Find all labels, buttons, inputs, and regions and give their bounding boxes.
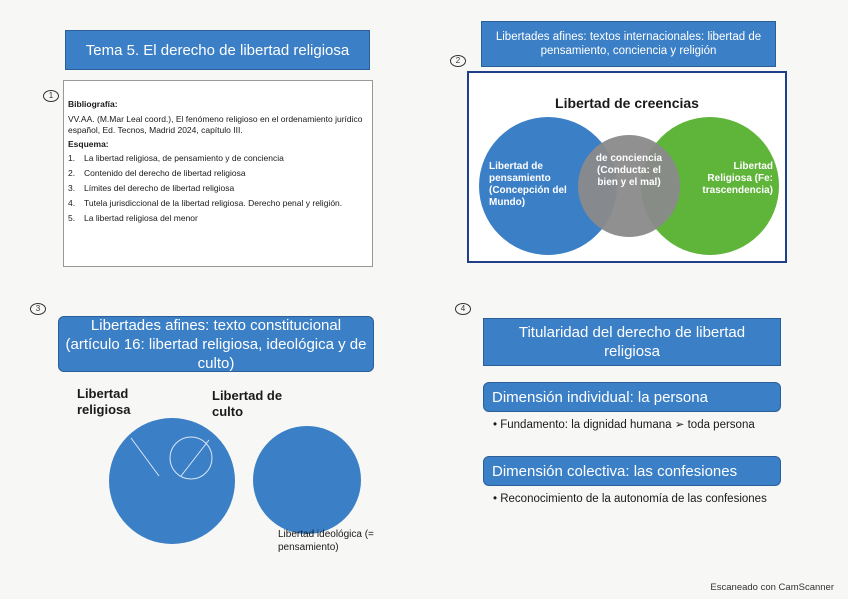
esquema-item: 2. Contenido del derecho de libertad religiosa <box>68 168 246 178</box>
individual-heading: Dimensión individual: la persona <box>483 382 781 412</box>
venn-frame <box>467 71 787 263</box>
esquema-label: Esquema: <box>68 139 109 149</box>
slide-3-title <box>58 316 374 372</box>
bibliografia-text: VV.AA. (M.Mar Leal coord.), El fenómeno religioso en el ordenamiento jurídico español, Ed. Tecnos, Madrid 2024, capítulo III. <box>68 114 363 135</box>
slide-2-title-text: Libertades afines: textos internacionales: libertad de pensamiento, conciencia y religión <box>495 31 762 57</box>
slide-1-title-text: Tema 5. El derecho de libertad religiosa <box>85 41 350 59</box>
colectiva-heading: Dimensión colectiva: las confesiones <box>483 456 781 486</box>
esquema-item: 3. Límites del derecho de libertad religiosa <box>68 183 235 193</box>
slide-1 <box>48 18 375 273</box>
slide-4-title <box>483 318 781 366</box>
slide-2-number: 2 <box>450 55 466 67</box>
label-libertad-ideologica: Libertad ideológica (= pensamiento) <box>278 529 374 553</box>
esquema-item: 4. Tutela jurisdiccional de la libertad religiosa. Derecho penal y religión. <box>68 198 343 208</box>
slide-4 <box>455 298 795 543</box>
esquema-item: 1. La libertad religiosa, de pensamiento y de conciencia <box>68 153 284 163</box>
individual-bullet: • Fundamento: la dignidad humana ➢ toda persona <box>493 419 755 431</box>
slide-1-number: 1 <box>43 90 59 102</box>
slide-2 <box>445 15 785 270</box>
venn-middle-text: de conciencia (Conducta: el bien y el mal) <box>595 153 663 188</box>
circle-religiosa-lines <box>109 418 235 544</box>
venn-left-text: Libertad de pensamiento (Concepción del Mundo) <box>489 161 567 208</box>
slide-3-number: 3 <box>30 303 46 315</box>
colectiva-bullet: • Reconocimiento de la autonomía de las confesiones <box>493 493 767 505</box>
label-libertad-culto: Libertad de culto <box>212 388 283 419</box>
venn-title: Libertad de creencias <box>555 95 699 111</box>
label-libertad-religiosa: Libertad religiosa <box>77 386 131 417</box>
slide-3-title-text: Libertades afines: texto constitucional (artículo 16: libertad religiosa, ideológica y de culto) <box>65 316 367 372</box>
slide-1-title <box>65 30 370 70</box>
esquema-list <box>68 153 368 224</box>
circle-ideologica <box>253 426 361 534</box>
slide-3 <box>30 298 390 568</box>
venn-right-text: Libertad Religiosa (Fe: trascendencia) <box>702 161 773 196</box>
esquema-item: 5. La libertad religiosa del menor <box>68 213 198 223</box>
bibliografia-label: Bibliografía: <box>68 99 118 109</box>
slide-4-number: 4 <box>455 303 471 315</box>
slide-2-title <box>481 21 776 67</box>
slide-1-content-box <box>63 80 373 267</box>
slide-4-title-text: Titularidad del derecho de libertad religiosa <box>518 324 746 360</box>
scanner-watermark: Escaneado con CamScanner <box>710 582 834 593</box>
